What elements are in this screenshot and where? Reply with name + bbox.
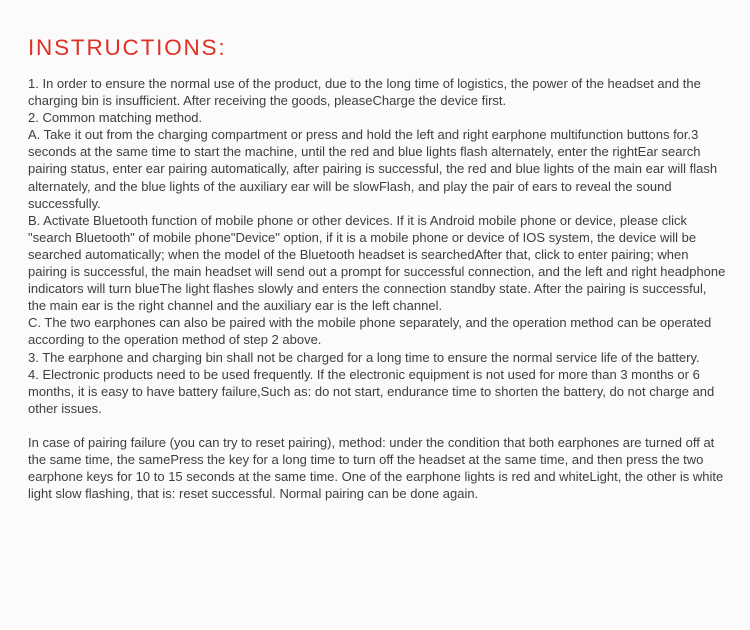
reset-pairing-note: In case of pairing failure (you can try to reset pairing), method: under the condition that both earphones are turned off at the same time, the samePress the key for a long time to turn off the headset at the same time, and then press the two earphone keys for 10 to 15 seconds at the same time. One of the earphone lights is red and whiteLight, the other is white light slow flashing, that is: reset successful. Normal pairing can be done again. bbox=[28, 434, 724, 502]
instruction-step-1: 1. In order to ensure the normal use of the product, due to the long time of logistics, the power of the headset and the charging bin is insufficient. After receiving the goods, pleaseCharge the device first. bbox=[28, 76, 701, 109]
instruction-step-4: 4. Electronic products need to be used frequently. If the electronic equipment is not used for more than 3 months or 6 months, it is easy to have battery failure,Such as: do not start, endurance time to shorten the battery, do not charge and other issues. bbox=[28, 366, 715, 416]
instruction-step-2a: A. Take it out from the charging compartment or press and hold the left and right earphone multifunction buttons for.3 seconds at the same time to start the machine, until the red and blue lights flash alternately, enter the rightEar search pairing status, enter ear pairing automatically, after pairing is successful, the red and blue lights of the main ear will flash alternately, and the blue lights of the auxiliary ear will be slowFlash, and play the pair of ears to reveal the sound successfully. bbox=[28, 127, 718, 211]
instruction-step-2c: C. The two earphones can also be paired with the mobile phone separately, and the operation method can be operated according to the operation method of step 2 above. bbox=[28, 315, 712, 348]
instruction-step-3: 3. The earphone and charging bin shall not be charged for a long time to ensure the normal service life of the battery. bbox=[28, 349, 700, 365]
instruction-step-2: 2. Common matching method. bbox=[28, 110, 203, 126]
instructions-body bbox=[28, 75, 728, 502]
page-title: INSTRUCTIONS: bbox=[28, 35, 227, 60]
paragraph-spacer bbox=[28, 417, 728, 434]
instruction-step-2b: B. Activate Bluetooth function of mobile phone or other devices. If it is Android mobile phone or device, please click "search Bluetooth" of mobile phone"Device" option, if it is a mobile phone or device of IOS system, the device will be searched automatically; when the model of the Bluetooth headset is searchedAfter that, click to enter pairing; when pairing is successful, the main headset will send out a prompt for successful connection, and the left and right headphone indicators will turn blueThe light flashes slowly and enters the connection standby state. After the pairing is successful, the main ear is the right channel and the auxiliary ear is the left channel. bbox=[28, 212, 726, 314]
